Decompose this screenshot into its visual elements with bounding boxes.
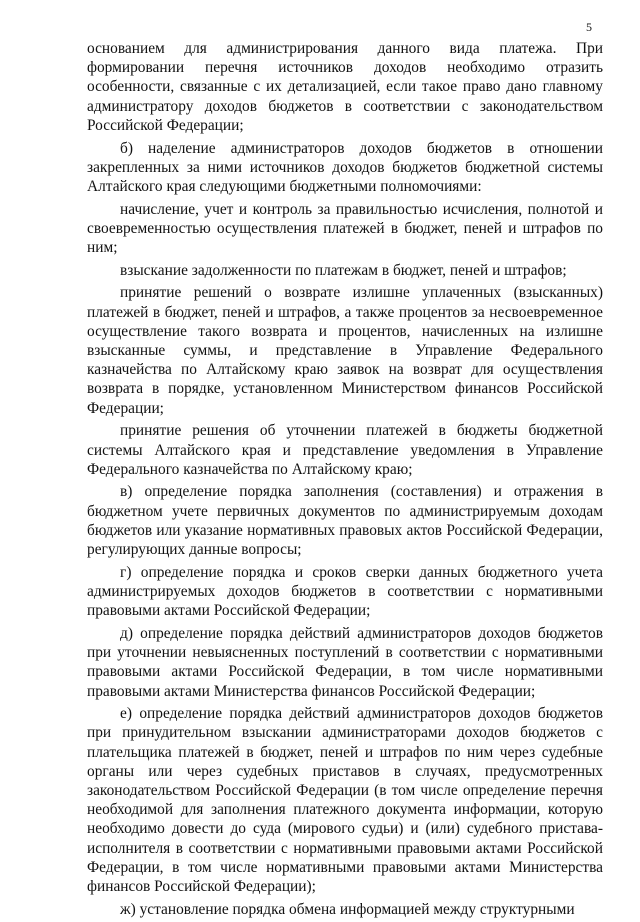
paragraph-accrual: начисление, учет и контроль за правильностью исчисления, полнотой и своевременностью осуществления платежей в бюджет, пеней и штрафов по ним; [87, 200, 603, 257]
paragraph-item-v: в) определение порядка заполнения (составления) и отражения в бюджетном учете первичных документов по администрируемым доходам бюджетов или указание нормативных правовых актов Российской Федерации, регулирующих данные вопросы; [87, 483, 603, 559]
paragraph-item-g: г) определение порядка и сроков сверки данных бюджетного учета администрируемых доходов бюджетов в соответствии с нормативными правовыми актами Российской Федерации; [87, 563, 603, 620]
paragraph-refund-decisions: принятие решений о возврате излишне уплаченных (взысканных) платежей в бюджет, пеней и штрафов, а также процентов за несвоевременное осуществление такого возврата и процентов, начисленных на излишне взысканные суммы, и представление в Управление Федерального казначейства по Алтайскому краю заявок на возврат для осуществления возврата в порядке, установленном Министерством финансов Российской Федерации; [87, 284, 603, 417]
paragraph-continuation: основанием для администрирования данного вида платежа. При формировании перечня источников доходов необходимо отразить особенности, связанные с их детализацией, если такое право дано главному администратору доходов бюджетов в соответствии с законодательством Российской Федерации; [87, 40, 603, 134]
paragraph-item-d: д) определение порядка действий администраторов доходов бюджетов при уточнении невыясненных поступлений в соответствии с нормативными правовыми актами Российской Федерации, в том числе нормативными правовыми актами Министерства финансов Российской Федерации; [87, 624, 603, 700]
paragraph-payment-clarification: принятие решения об уточнении платежей в бюджеты бюджетной системы Алтайского края и представление уведомления в Управление Федерального казначейства по Алтайскому краю; [87, 422, 603, 478]
paragraph-item-zh: ж) установление порядка обмена информацией между структурными [120, 900, 575, 918]
paragraph-debt-collection: взыскание задолженности по платежам в бюджет, пеней и штрафов; [120, 261, 567, 279]
paragraph-item-b: б) наделение администраторов доходов бюджетов в отношении закрепленных за ними источников доходов бюджетов бюджетной системы Алтайского края следующими бюджетными полномочиями: [87, 139, 603, 195]
page-number: 5 [586, 20, 592, 34]
document-body [87, 39, 603, 922]
paragraph-item-e: е) определение порядка действий администраторов доходов бюджетов при принудительном взыскании администраторами доходов бюджетов с плательщика платежей в бюджет, пеней и штрафов по ним через судебные органы или через судебных приставов в случаях, предусмотренных законодательством Российской Федерации (в том числе определение перечня необходимой для заполнения платежного документа информации, которую необходимо довести до суда (мирового судьи) и (или) судебного пристава-исполнителя в соответствии с нормативными правовыми актами Российской Федерации, в том числе нормативными правовыми актами Министерства финансов Российской Федерации); [87, 705, 603, 896]
